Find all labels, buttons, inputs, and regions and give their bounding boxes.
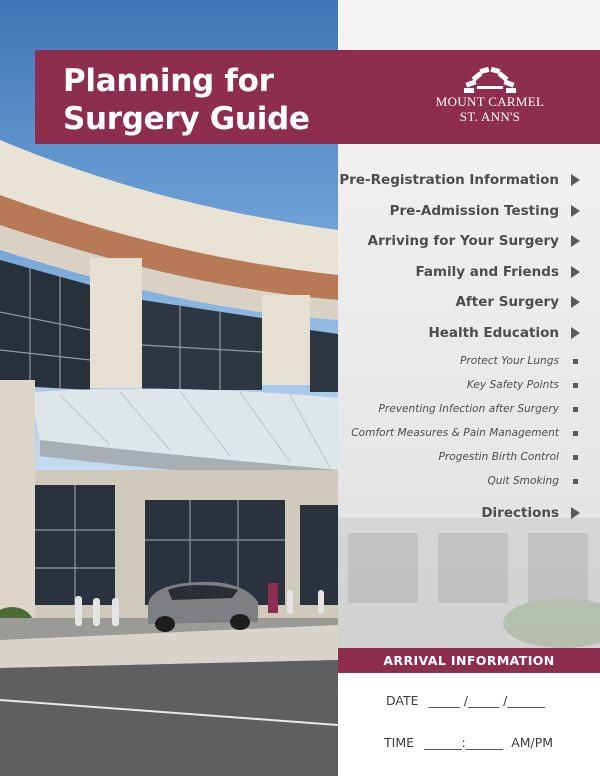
square-bullet-icon (573, 455, 578, 460)
title-line-1: Planning for (63, 63, 274, 99)
menu-item-pre-registration[interactable] (339, 170, 580, 190)
date-label: DATE (386, 693, 419, 708)
menu-item-label: Directions (481, 505, 559, 521)
arrival-info-form (338, 673, 600, 776)
sub-item-comfort-measures[interactable] (351, 425, 578, 441)
sub-item-label: Key Safety Points (466, 379, 559, 391)
triangle-right-icon (571, 205, 580, 217)
sub-item-key-safety[interactable] (467, 377, 578, 393)
time-suffix: AM/PM (511, 735, 554, 750)
menu-item-label: Arriving for Your Surgery (367, 233, 559, 249)
square-bullet-icon (573, 479, 578, 484)
sub-item-label: Progestin Birth Control (438, 451, 559, 463)
guide-title (63, 62, 363, 138)
title-line-2: Surgery Guide (63, 101, 310, 137)
triangle-right-icon (571, 266, 580, 278)
menu-item-family-friends[interactable] (415, 262, 580, 282)
menu-item-health-education[interactable] (428, 323, 580, 343)
sub-item-label: Quit Smoking (487, 475, 559, 487)
logo-line-2: ST. ANN'S (459, 109, 521, 124)
square-bullet-icon (573, 383, 578, 388)
arch-logo-icon (462, 64, 518, 94)
time-field[interactable] (384, 735, 553, 750)
square-bullet-icon (573, 431, 578, 436)
sub-item-label: Comfort Measures & Pain Management (351, 427, 559, 439)
menu-item-label: After Surgery (455, 294, 559, 310)
sub-item-label: Preventing Infection after Surgery (378, 403, 559, 415)
triangle-right-icon (571, 235, 580, 247)
hospital-logo (428, 64, 552, 124)
date-blank: _____ /_____ /______ (428, 693, 545, 708)
triangle-right-icon (571, 507, 580, 519)
date-field[interactable] (386, 693, 545, 708)
time-label: TIME (384, 735, 415, 750)
menu-item-pre-admission-testing[interactable] (390, 201, 580, 221)
time-blank: ______:______ (424, 735, 504, 750)
menu-item-after-surgery[interactable] (455, 292, 580, 312)
menu-item-label: Pre-Admission Testing (389, 203, 559, 219)
sub-item-progestin[interactable] (439, 449, 579, 465)
sub-item-quit-smoking[interactable] (487, 473, 578, 489)
sub-item-protect-lungs[interactable] (460, 353, 578, 369)
menu-item-directions[interactable] (481, 503, 580, 523)
triangle-right-icon (571, 296, 580, 308)
title-banner (35, 50, 600, 144)
menu-item-label: Family and Friends (415, 264, 559, 280)
logo-line-1: MOUNT CARMEL (435, 94, 545, 109)
sub-item-label: Protect Your Lungs (459, 355, 559, 367)
square-bullet-icon (573, 407, 578, 412)
menu-item-label: Health Education (428, 325, 559, 341)
square-bullet-icon (573, 359, 578, 364)
menu-item-label: Pre-Registration Information (339, 172, 559, 188)
triangle-right-icon (571, 327, 580, 339)
menu-item-arriving[interactable] (368, 231, 580, 251)
arrival-info-header: ARRIVAL INFORMATION (338, 648, 600, 673)
sub-item-preventing-infection[interactable] (378, 401, 578, 417)
triangle-right-icon (571, 174, 580, 186)
